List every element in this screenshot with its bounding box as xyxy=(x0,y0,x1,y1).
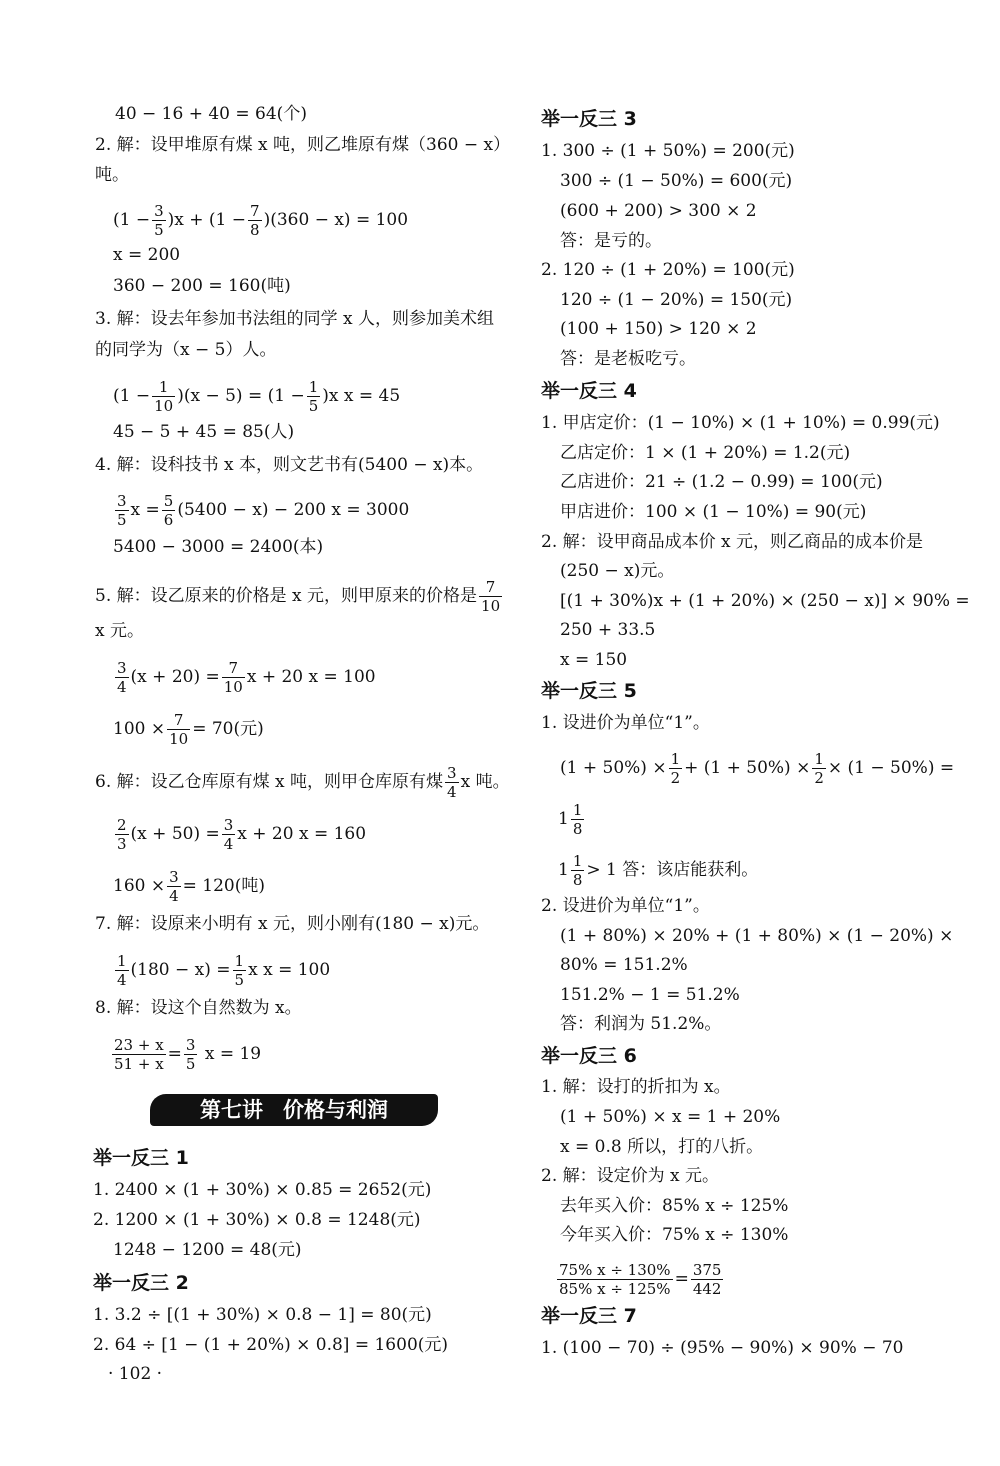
text-line: x = 0.8 所以，打的八折。 xyxy=(560,1137,764,1157)
text: (x + 20) = xyxy=(130,667,220,687)
fraction: $\frac{3}{5}$ xyxy=(117,492,127,529)
section-heading: 举一反三 5 xyxy=(541,680,637,702)
equation-line xyxy=(110,1036,261,1073)
fraction: $\frac{75\% x \div 130\%}{85\% x \div 125\%}$ xyxy=(559,1261,671,1298)
text: 1 xyxy=(558,809,569,829)
section-heading: 举一反三 6 xyxy=(541,1045,637,1067)
fraction: $\frac{3}{5}$ xyxy=(154,202,164,239)
text: (5400 − x) − 200 x = 3000 xyxy=(177,500,410,520)
text-line: 1. 2400 × (1 + 30%) × 0.85 = 2652(元) xyxy=(93,1180,432,1200)
text-line: 吨。 xyxy=(95,165,129,185)
equation-line xyxy=(560,750,954,787)
chapter-banner xyxy=(150,1094,438,1126)
text-line: 40 − 16 + 40 = 64(个) xyxy=(115,104,307,124)
section-heading: 举一反三 7 xyxy=(541,1305,637,1327)
equation-line xyxy=(95,578,504,615)
fraction: $\frac{1}{4}$ xyxy=(117,952,127,989)
text-line: 120 ÷ (1 − 20%) = 150(元) xyxy=(560,290,793,310)
text: )x x = 45 xyxy=(322,386,401,406)
text: x = xyxy=(130,500,160,520)
text-line: 2. 64 ÷ [1 − (1 + 20%) × 0.8] = 1600(元) xyxy=(93,1335,449,1355)
fraction: $\frac{3}{5}$ xyxy=(185,1036,196,1073)
fraction: $\frac{7}{8}$ xyxy=(250,202,260,239)
text-line: 4. 解：设科技书 x 本，则文艺书有(5400 − x)本。 xyxy=(95,455,484,475)
text-line: 今年买入价：75% x ÷ 130% xyxy=(560,1225,789,1245)
text: > 1 答：该店能获利。 xyxy=(586,860,759,880)
text-line: 甲店进价：100 × (1 − 10%) = 90(元) xyxy=(560,502,867,522)
text-line: (1 + 80%) × 20% + (1 + 80%) × (1 − 20%) × xyxy=(560,926,954,946)
text: )(x − 5) = (1 − xyxy=(177,386,305,406)
text: × (1 − 50%) = xyxy=(827,758,955,778)
fraction: $\frac{1}{5}$ xyxy=(308,378,319,415)
fraction: $\frac{7}{10}$ xyxy=(223,659,243,696)
text: (1 − xyxy=(113,386,151,406)
text: (180 − x) = xyxy=(130,960,231,980)
text: 1 xyxy=(558,860,569,880)
text-line: 8. 解：设这个自然数为 x。 xyxy=(95,998,302,1018)
equation-line xyxy=(113,659,376,696)
text-line: 答：利润为 51.2%。 xyxy=(560,1014,722,1034)
text-line: (250 − x)元。 xyxy=(560,561,675,581)
text-line: (1 + 50%) × x = 1 + 20% xyxy=(560,1107,781,1127)
fraction: $\frac{1}{5}$ xyxy=(234,952,245,989)
text-line: x = 150 xyxy=(560,650,628,670)
equation-line xyxy=(113,868,265,905)
fraction: $\frac{3}{4}$ xyxy=(447,764,457,801)
text-line: 答：是老板吃亏。 xyxy=(560,349,696,369)
equation-line xyxy=(95,764,510,801)
fraction: $\frac{23 + x}{51 + x}$ xyxy=(114,1036,164,1073)
fraction: $\frac{375}{442}$ xyxy=(692,1261,722,1298)
fraction: $\frac{5}{6}$ xyxy=(163,492,174,529)
equation-line xyxy=(113,816,366,853)
chapter-number: 第七讲 xyxy=(200,1098,263,1122)
fraction: $\frac{3}{4}$ xyxy=(169,868,179,905)
text-line: 2. 解：设甲商品成本价 x 元，则乙商品的成本价是 xyxy=(541,532,924,552)
equation-line xyxy=(558,852,758,889)
text-line: 80% = 151.2% xyxy=(560,955,688,975)
fraction: $\frac{1}{2}$ xyxy=(814,750,824,787)
text: (1 − xyxy=(113,210,151,230)
text-line: x 元。 xyxy=(95,621,144,641)
text-line: 2. 设进价为单位“1”。 xyxy=(541,896,710,916)
text-line: 1. (100 − 70) ÷ (95% − 90%) × 90% − 70 xyxy=(541,1338,904,1358)
fraction: $\frac{3}{4}$ xyxy=(117,659,127,696)
text: x x = 100 xyxy=(248,960,331,980)
text: x = 19 xyxy=(199,1044,262,1064)
text: = xyxy=(167,1044,182,1064)
fraction: $\frac{1}{2}$ xyxy=(670,750,681,787)
text-line: 1. 3.2 ÷ [(1 + 30%) × 0.8 − 1] = 80(元) xyxy=(93,1305,432,1325)
section-heading: 举一反三 4 xyxy=(541,380,637,402)
equation-line xyxy=(113,952,330,989)
text-line: 1248 − 1200 = 48(元) xyxy=(113,1240,302,1260)
text: = 70(元) xyxy=(192,719,264,739)
text-line: 去年买入价：85% x ÷ 125% xyxy=(560,1196,789,1216)
text-line: x = 200 xyxy=(113,245,181,265)
fraction: $\frac{1}{10}$ xyxy=(154,378,174,415)
fraction: $\frac{3}{4}$ xyxy=(223,816,234,853)
fraction: $\frac{1}{8}$ xyxy=(572,852,583,889)
text-line: 2. 1200 × (1 + 30%) × 0.8 = 1248(元) xyxy=(93,1210,421,1230)
section-heading: 举一反三 2 xyxy=(93,1272,189,1294)
text: )x + (1 − xyxy=(167,210,247,230)
text-line: 360 − 200 = 160(吨) xyxy=(113,276,291,296)
text-line: 2. 解：设甲堆原有煤 x 吨，则乙堆原有煤（360 − x） xyxy=(95,135,511,155)
text-line: 1. 甲店定价：(1 − 10%) × (1 + 10%) = 0.99(元) xyxy=(541,413,940,433)
text: x + 20 x = 100 xyxy=(246,667,376,687)
text-line: 的同学为（x − 5）人。 xyxy=(95,340,277,360)
text-line: 250 + 33.5 xyxy=(560,620,656,640)
equation-line xyxy=(113,378,400,415)
equation-line xyxy=(558,801,586,838)
text-line: 1. 设进价为单位“1”。 xyxy=(541,713,710,733)
text: (x + 50) = xyxy=(130,824,220,844)
text-line: (100 + 150) > 120 × 2 xyxy=(560,319,757,339)
equation-line xyxy=(555,1261,725,1298)
text: 160 × xyxy=(113,876,166,896)
text: = 120(吨) xyxy=(182,876,266,896)
fraction: $\frac{7}{10}$ xyxy=(481,578,501,615)
text: 100 × xyxy=(113,719,166,739)
text-line: 45 − 5 + 45 = 85(人) xyxy=(113,422,295,442)
text-line: 2. 解：设定价为 x 元。 xyxy=(541,1166,720,1186)
text-line: (600 + 200) > 300 × 2 xyxy=(560,201,757,221)
fraction: $\frac{1}{8}$ xyxy=(572,801,583,838)
section-heading: 举一反三 3 xyxy=(541,108,637,130)
text-line: 3. 解：设去年参加书法组的同学 x 人，则参加美术组 xyxy=(95,309,495,329)
text-line: 5400 − 3000 = 2400(本) xyxy=(113,537,324,557)
text: x 吨。 xyxy=(460,772,510,792)
text-line: 1. 300 ÷ (1 + 50%) = 200(元) xyxy=(541,141,795,161)
text-line: 乙店进价：21 ÷ (1.2 − 0.99) = 100(元) xyxy=(560,472,883,492)
text-line: 151.2% − 1 = 51.2% xyxy=(560,985,740,1005)
equation-line xyxy=(113,492,409,529)
fraction: $\frac{2}{3}$ xyxy=(117,816,127,853)
equation-line xyxy=(113,711,264,748)
text: (1 + 50%) × xyxy=(560,758,667,778)
equation-line xyxy=(113,202,408,239)
text-line: 300 ÷ (1 − 50%) = 600(元) xyxy=(560,171,793,191)
text-line: 乙店定价：1 × (1 + 20%) = 1.2(元) xyxy=(560,443,851,463)
section-heading: 举一反三 1 xyxy=(93,1147,189,1169)
chapter-title: 价格与利润 xyxy=(283,1098,388,1122)
fraction: $\frac{7}{10}$ xyxy=(169,711,189,748)
text-line: 2. 120 ÷ (1 + 20%) = 100(元) xyxy=(541,260,795,280)
page-number: · 102 · xyxy=(108,1364,163,1384)
text: )(360 − x) = 100 xyxy=(263,210,409,230)
text: 6. 解：设乙仓库原有煤 x 吨，则甲仓库原有煤 xyxy=(95,772,444,792)
text-line: [(1 + 30%)x + (1 + 20%) × (250 − x)] × 90% = xyxy=(560,591,970,611)
text: = xyxy=(674,1269,689,1289)
text-line: 7. 解：设原来小明有 x 元，则小刚有(180 − x)元。 xyxy=(95,914,490,934)
text: 5. 解：设乙原来的价格是 x 元，则甲原来的价格是 xyxy=(95,586,478,606)
text-line: 1. 解：设打的折扣为 x。 xyxy=(541,1077,731,1097)
text: + (1 + 50%) × xyxy=(684,758,811,778)
text: x + 20 x = 160 xyxy=(237,824,367,844)
text-line: 答：是亏的。 xyxy=(560,231,662,251)
